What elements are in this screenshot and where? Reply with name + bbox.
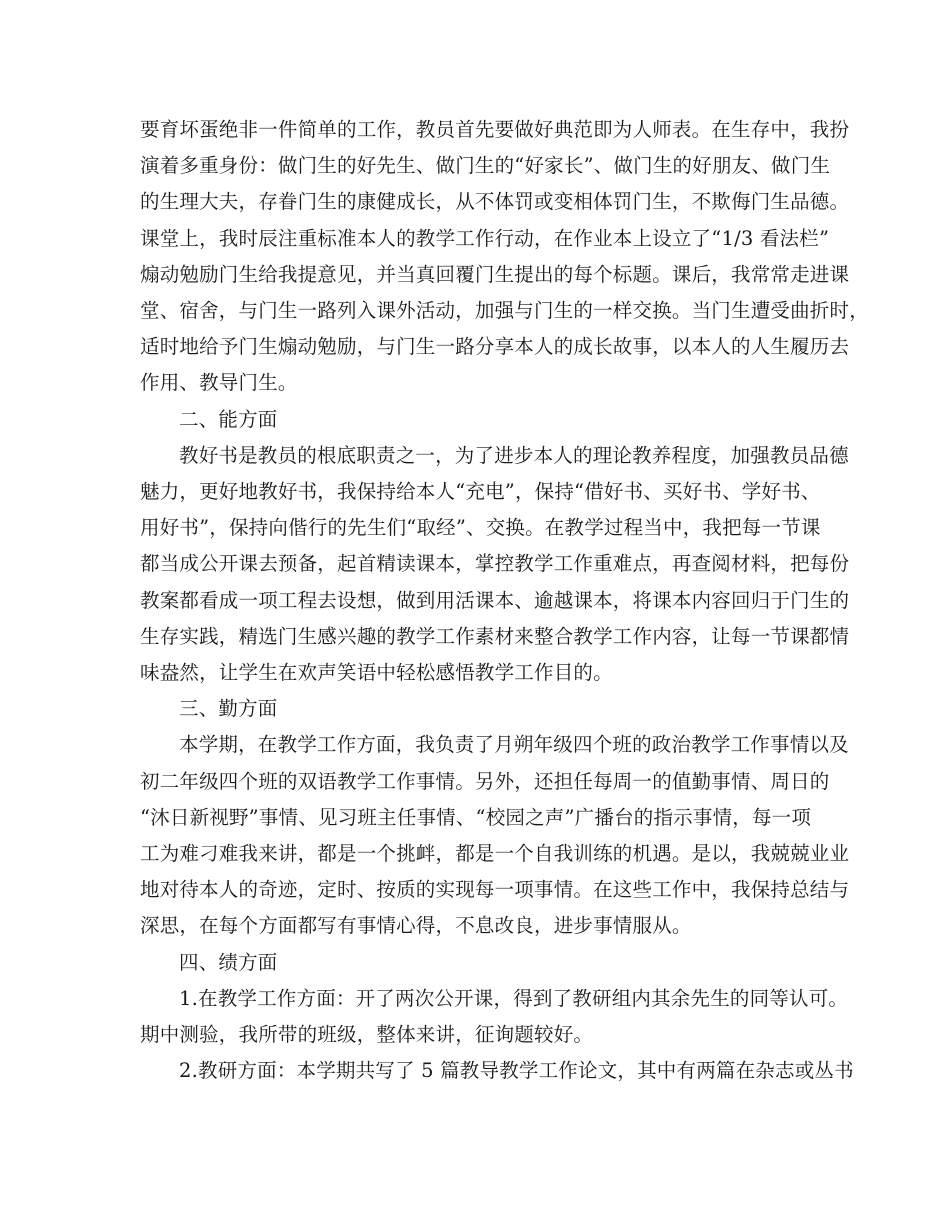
- paragraph-teaching-result: [140, 981, 849, 1053]
- text-line: 的生理大夫，存眷门生的康健成长，从不体罚或变相体罚门生，不欺侮门生品德。: [140, 190, 850, 214]
- text-line: 课堂上，我时辰注重标准本人的教学工作行动，在作业本上设立了“1/3 看法栏”: [140, 226, 830, 250]
- text-line: 1.在教学工作方面：开了两次公开课，得到了教研组内其余先生的同等认可。: [179, 986, 849, 1010]
- text-line: 教案都看成一项工程去设想，做到用活课本、逾越课本，将课本内容回归于门生的: [140, 588, 850, 612]
- text-line: 适时地给予门生煽动勉励，与门生一路分享本人的成长故事，以本人的人生履历去: [140, 335, 850, 359]
- text-line: 本学期，在教学工作方面，我负责了月朔年级四个班的政治教学工作事情以及: [179, 733, 849, 757]
- text-line: 深思，在每个方面都写有事情心得，不息改良，进步事情服从。: [140, 914, 692, 938]
- paragraph-conduct: [140, 112, 869, 402]
- text-line: 演着多重身份：做门生的好先生、做门生的“好家长”、做门生的好朋友、做门生: [140, 154, 831, 178]
- text-line: 魅力，更好地教好书，我保持给本人“充电”，保持“借好书、买好书、学好书、: [140, 480, 821, 504]
- text-line: 教好书是教员的根底职责之一，为了进步本人的理论教养程度，加强教员品德: [179, 443, 849, 467]
- text-line: 工为难刁难我来讲，都是一个挑衅，都是一个自我训练的机遇。是以，我兢兢业业: [140, 842, 850, 866]
- text-line: 生存实践，精选门生感兴趣的教学工作素材来整合教学工作内容，让每一节课都情: [140, 624, 850, 648]
- text-line: 地对待本人的奇迹，定时、按质的实现每一项事情。在这些工作中，我保持总结与: [140, 878, 850, 902]
- text-line: 煽动勉励门生给我提意见，并当真回覆门生提出的每个标题。课后，我常常走进课: [140, 262, 850, 286]
- text-line: 都当成公开课去预备，起首精读课本，掌控教学工作重难点，再查阅材料，把每份: [140, 552, 850, 576]
- text-line: 作用、教导门生。: [140, 371, 298, 395]
- section-heading-ability: 二、能方面: [179, 407, 278, 431]
- paragraph-research-result: [140, 1053, 854, 1089]
- section-heading-diligence: 三、勤方面: [179, 697, 278, 721]
- text-line: 初二年级四个班的双语教学工作事情。另外，还担任每周一的值勤事情、周日的: [140, 769, 830, 793]
- text-line: “沐日新视野”事情、见习班主任事情、“校园之声”广播台的指示事情，每一项: [140, 805, 812, 829]
- text-line: 要育坏蛋绝非一件简单的工作，教员首先要做好典范即为人师表。在生存中，我扮: [140, 118, 850, 141]
- paragraph-ability: [140, 438, 850, 691]
- document-body: [140, 112, 869, 1089]
- text-line: 用好书”，保持向偕行的先生们“取经”、交换。在教学过程当中，我把每一节课: [140, 516, 821, 540]
- text-line: 堂、宿舍，与门生一路列入课外活动，加强与门生的一样交换。当门生遭受曲折时，: [140, 299, 869, 323]
- text-line: 味盎然，让学生在欢声笑语中轻松感悟教学工作目的。: [140, 661, 613, 685]
- section-heading-achievement: 四、绩方面: [179, 950, 278, 974]
- paragraph-diligence: [140, 727, 850, 944]
- text-line: 期中测验，我所带的班级，整体来讲，征询题较好。: [140, 1023, 594, 1047]
- text-line: 2.教研方面：本学期共写了 5 篇教导教学工作论文，其中有两篇在杂志或丛书: [179, 1059, 854, 1083]
